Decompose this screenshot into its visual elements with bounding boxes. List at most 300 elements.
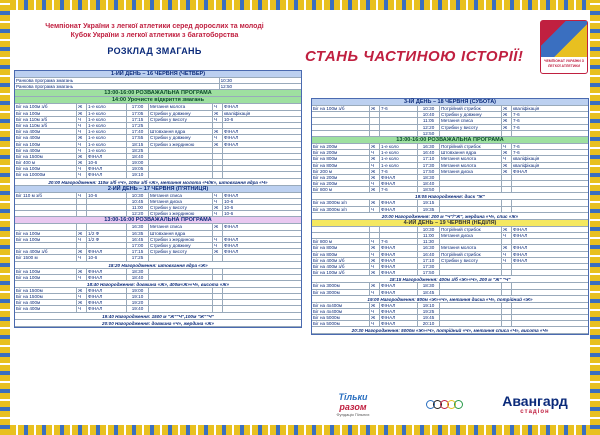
- schedule-cell: [87, 199, 127, 204]
- schedule-cell: Метання молота: [440, 245, 502, 250]
- schedule-cell: [312, 227, 370, 232]
- schedule-cell: Ч: [213, 104, 223, 109]
- schedule-cell: Потрійний стрибок: [440, 106, 502, 111]
- schedule-cell: ФІНАЛ: [87, 288, 127, 293]
- schedule-cell: Біг на 400м з/б: [312, 258, 370, 263]
- schedule-cell: Біг на 5000м: [312, 315, 370, 320]
- schedule-cell: Ж: [502, 163, 512, 168]
- schedule-cell: 19:20: [127, 300, 149, 305]
- schedule-cell: ФІНАЛ: [513, 251, 528, 257]
- award-note: 20:00 Нагородження: 200 м "Ч"/"Ж", жердина «Ч», спис «Ж»: [312, 213, 588, 220]
- schedule-cell: [440, 309, 502, 314]
- schedule-cell: Метання молота: [440, 163, 502, 168]
- schedule-cell: Біг на 100м: [15, 166, 77, 171]
- day-band: 14:00 Урочисте відкриття змагань: [15, 97, 301, 104]
- schedule-cell: Біг на 200м: [312, 144, 370, 149]
- schedule-cell: Ж: [370, 258, 380, 263]
- logo-text: ЧЕМПІОНАТ УКРАЇНИ З ЛЕГКОЇ АТЛЕТИКИ: [544, 59, 584, 68]
- schedule-cell: Ж: [502, 150, 512, 155]
- schedule-cell: Ж: [77, 160, 87, 165]
- schedule-cell: [223, 288, 275, 293]
- decorative-border-right: [590, 0, 600, 435]
- schedule-cell: Ж: [77, 154, 87, 159]
- schedule-cell: [213, 294, 223, 299]
- schedule-cell: 19:25: [418, 309, 440, 314]
- schedule-cell: 11:00: [418, 233, 440, 238]
- schedule-cell: Біг на 800м: [312, 245, 370, 250]
- schedule-cell: 16:30: [127, 224, 149, 229]
- schedule-cell: 10-6: [224, 205, 234, 210]
- schedule-cell: 7-6: [380, 239, 418, 244]
- schedule-cell: 16:40: [418, 150, 440, 155]
- schedule-cell: Ж: [502, 112, 512, 117]
- schedule-cell: Ч: [370, 207, 380, 212]
- schedule-cell: [223, 160, 275, 165]
- schedule-cell: Біг 1500 м: [15, 255, 77, 260]
- schedule-cell: Ж: [213, 142, 223, 147]
- schedule-cell: Ж: [370, 270, 380, 275]
- schedule-cell: ФІНАЛ: [380, 309, 418, 314]
- schedule-cell: [512, 290, 564, 295]
- schedule-cell: [440, 181, 502, 186]
- schedule-cell: ФІНАЛ: [224, 141, 239, 147]
- schedule-cell: Стрибки у висоту: [149, 117, 213, 122]
- schedule-cell: 1-е коло: [380, 144, 418, 149]
- header-titles: [12, 22, 297, 56]
- schedule-cell: ФІНАЛ: [87, 154, 127, 159]
- schedule-cell: Ч: [77, 193, 87, 198]
- schedule-cell: 17:30: [418, 163, 440, 168]
- schedule-cell: Біг на 800м: [312, 156, 370, 161]
- schedule-cell: 10:40: [418, 112, 440, 117]
- schedule-cell: [149, 154, 213, 159]
- schedule-cell: [370, 227, 380, 232]
- schedule-cell: 17:50: [418, 270, 440, 275]
- schedule-cell: 1-е коло: [87, 111, 127, 116]
- schedule-cell: 19:00: [127, 160, 149, 165]
- schedule-cell: Ж: [370, 187, 380, 192]
- schedule-cell: 16:30: [418, 144, 440, 149]
- schedule-cell: Ч: [77, 166, 87, 171]
- schedule-cell: ФІНАЛ: [380, 270, 418, 275]
- schedule-cell: 20:10: [418, 321, 440, 326]
- schedule-cell: [149, 166, 213, 171]
- schedule-cell: 1-е коло: [87, 142, 127, 147]
- championship-logo: [540, 20, 588, 74]
- schedule-cell: [149, 275, 213, 280]
- day-band: 13:00-16:00 РОЗВАЖАЛЬНА ПРОГРАМА: [312, 137, 588, 144]
- schedule-cell: [380, 227, 418, 232]
- schedule-cell: [15, 211, 77, 216]
- schedule-cell: ФІНАЛ: [380, 321, 418, 326]
- schedule-cell: [512, 321, 564, 326]
- schedule-cell: [370, 112, 380, 117]
- schedule-cell: кваліфікація: [224, 110, 251, 116]
- schedule-cell: Ч: [77, 142, 87, 147]
- schedule-cell: 19:40: [127, 306, 149, 311]
- schedule-cell: 10-6: [224, 198, 234, 204]
- schedule-cell: [440, 175, 502, 180]
- schedule-cell: Ж: [502, 227, 512, 232]
- schedule-cell: 18:40: [418, 181, 440, 186]
- day-band: 4-ИЙ ДЕНЬ – 19 ЧЕРВНЯ (НЕДІЛЯ): [312, 220, 588, 227]
- schedule-cell: Ч: [370, 181, 380, 186]
- schedule-left-table: [14, 70, 302, 328]
- schedule-cell: Біг на 200м: [312, 150, 370, 155]
- schedule-cell: [77, 211, 87, 216]
- schedule-cell: Метання молота: [440, 156, 502, 161]
- schedule-cell: Стрибки з жердиною: [149, 211, 213, 216]
- schedule-cell: Біг на 5000м: [312, 321, 370, 326]
- schedule-cell: Біг 800 м: [312, 239, 370, 244]
- schedule-cell: 10-6: [87, 160, 127, 165]
- schedule-cell: 7-6: [380, 187, 418, 192]
- schedule-cell: Ч: [213, 199, 223, 204]
- schedule-cell: [213, 288, 223, 293]
- schedule-cell: Ч: [77, 172, 87, 177]
- schedule-cell: [380, 233, 418, 238]
- decorative-border-left: [0, 0, 10, 435]
- schedule-cell: Стрибки у довжину: [440, 112, 502, 117]
- schedule-cell: [440, 200, 502, 205]
- schedule-cell: [213, 160, 223, 165]
- schedule-cell: 10:30: [127, 193, 149, 198]
- schedule-cell: 18:50: [418, 187, 440, 192]
- schedule-cell: Біг на 1500м: [15, 288, 77, 293]
- schedule-cell: Ч: [502, 233, 512, 238]
- schedule-cell: [502, 290, 512, 295]
- schedule-cell: 1/2 Ф: [87, 231, 127, 236]
- schedule-cell: [213, 255, 223, 260]
- schedule-cell: [440, 264, 502, 269]
- schedule-cell: [512, 239, 564, 244]
- schedule-cell: 17:15: [127, 117, 149, 122]
- schedule-cell: 12:50: [220, 84, 233, 90]
- schedule-cell: [223, 172, 275, 177]
- schedule-cell: ФІНАЛ: [224, 129, 239, 135]
- schedule-cell: [15, 199, 77, 204]
- day-band: 1-ИЙ ДЕНЬ – 16 ЧЕРВНЯ (ЧЕТВЕР): [15, 71, 301, 78]
- schedule-cell: 11:00: [127, 205, 149, 210]
- schedule-cell: ФІНАЛ: [87, 166, 127, 171]
- schedule-cell: Ж: [502, 169, 512, 174]
- schedule-cell: 17:00: [127, 243, 149, 248]
- schedule-cell: Ж: [77, 300, 87, 305]
- award-note: 18:15 Нагородження: 400м з/б «Ж»«Ч», 200 м "Ж" "Ч": [312, 276, 588, 283]
- sponsor-line: Фундація Пільних: [336, 411, 370, 417]
- schedule-cell: Метання диска: [440, 169, 502, 174]
- schedule-cell: 18:30: [418, 283, 440, 288]
- schedule-cell: [380, 131, 418, 136]
- schedule-cell: [149, 288, 213, 293]
- schedule-cell: [440, 239, 502, 244]
- schedule-cell: [512, 270, 564, 275]
- schedule-cell: 17:40: [127, 129, 149, 134]
- schedule-cell: Ж: [77, 269, 87, 274]
- schedule-cell: 7-6: [513, 143, 520, 149]
- schedule-cell: Ж: [370, 303, 380, 308]
- logo-graphic: [541, 21, 587, 57]
- schedule-cell: ФІНАЛ: [224, 192, 239, 198]
- schedule-cell: Стрибки у довжину: [149, 135, 213, 140]
- sponsor-tilky-razom: [318, 385, 388, 423]
- schedule-cell: 17:25: [127, 255, 149, 260]
- schedule-cell: Біг на 100м: [15, 231, 77, 236]
- schedule-cell: [15, 243, 77, 248]
- schedule-cell: [502, 187, 512, 192]
- schedule-cell: [15, 205, 77, 210]
- schedule-cell: Ж: [213, 249, 223, 254]
- schedule-cell: 16:30: [418, 245, 440, 250]
- schedule-cell: Біг на 1500м: [15, 154, 77, 159]
- schedule-cell: 7-6: [513, 112, 520, 118]
- schedule-cell: [440, 315, 502, 320]
- schedule-cell: ФІНАЛ: [224, 135, 239, 141]
- schedule-cell: Ж: [370, 169, 380, 174]
- schedule-cell: 18:45: [418, 290, 440, 295]
- schedule-cell: Стрибки у висоту: [440, 125, 502, 130]
- schedule-cell: Ж: [213, 111, 223, 116]
- schedule-cell: 10-6: [87, 255, 127, 260]
- schedule-cell: Біг на 200м: [312, 181, 370, 186]
- schedule-cell: Біг на 400м: [15, 135, 77, 140]
- decorative-border-top: [0, 0, 600, 10]
- schedule-cell: 10-6: [224, 211, 234, 217]
- schedule-cell: Ж: [370, 144, 380, 149]
- schedule-cell: Ж: [77, 288, 87, 293]
- schedule-cell: 18:30: [127, 269, 149, 274]
- schedule-cell: 18:15: [127, 142, 149, 147]
- schedule-cell: [440, 270, 502, 275]
- schedule-cell: [370, 233, 380, 238]
- schedule-cell: [380, 118, 418, 123]
- schedule-cell: [223, 166, 275, 171]
- schedule-cell: 17:15: [127, 249, 149, 254]
- schedule-cell: 17:50: [418, 169, 440, 174]
- schedule-cell: 1-е коло: [380, 156, 418, 161]
- schedule-cell: 1-е коло: [87, 129, 127, 134]
- schedule-cell: ФІНАЛ: [513, 257, 528, 263]
- schedule-cell: 1-е коло: [380, 150, 418, 155]
- schedule-cell: Біг на 100м: [15, 237, 77, 242]
- schedule-cell: ФІНАЛ: [380, 252, 418, 257]
- schedule-cell: 18:40: [127, 275, 149, 280]
- schedule-cell: Ч: [77, 275, 87, 280]
- olympic-rings-icon: [418, 385, 470, 423]
- schedule-cell: ФІНАЛ: [87, 249, 127, 254]
- schedule-cell: [370, 125, 380, 130]
- schedule-cell: 7-6: [380, 169, 418, 174]
- schedule-cell: ФІНАЛ: [87, 306, 127, 311]
- schedule-cell: Стрибки у висоту: [149, 249, 213, 254]
- decorative-border-bottom: [0, 425, 600, 435]
- schedule-cell: Біг 110 м з/б: [15, 193, 77, 198]
- schedule-cell: ФІНАЛ: [224, 249, 239, 255]
- schedule-cell: Біг на 3000м з/п: [312, 200, 370, 205]
- schedule-cell: [502, 131, 512, 136]
- schedule-cell: 7-6: [513, 150, 520, 156]
- schedule-cell: Ж: [502, 106, 512, 111]
- schedule-cell: [512, 187, 564, 192]
- schedule-cell: [312, 125, 370, 130]
- schedule-cell: [502, 309, 512, 314]
- schedule-cell: [512, 207, 564, 212]
- schedule-cell: Ранкова програма змагань: [15, 78, 220, 83]
- day-band: 13:00-16:00 РОЗВАЖАЛЬНА ПРОГРАМА: [15, 90, 301, 97]
- schedule-cell: Ж: [77, 135, 87, 140]
- schedule-cell: ФІНАЛ: [380, 283, 418, 288]
- schedule-cell: [223, 154, 275, 159]
- schedule-cell: Ч: [213, 193, 223, 198]
- schedule-cell: Біг на 1500м: [15, 294, 77, 299]
- schedule-cell: [223, 306, 275, 311]
- schedule-cell: ФІНАЛ: [380, 200, 418, 205]
- schedule-cell: Метання списа: [149, 224, 213, 229]
- schedule-cell: Стрибки у висоту: [440, 258, 502, 263]
- schedule-cell: Біг 800 м: [312, 187, 370, 192]
- schedule-cell: Штовхання ядра: [149, 231, 213, 236]
- schedule-cell: Ч: [370, 163, 380, 168]
- schedule-cell: [223, 269, 275, 274]
- schedule-cell: 16:40: [418, 252, 440, 257]
- schedule-cell: [502, 315, 512, 320]
- schedule-cell: Ч: [77, 148, 87, 153]
- schedule-cell: Метання списа: [149, 193, 213, 198]
- schedule-cell: Біг на 100м: [15, 142, 77, 147]
- schedule-cell: 17:10: [418, 156, 440, 161]
- schedule-cell: Біг на 400м з/б: [312, 264, 370, 269]
- schedule-cell: 1-е коло: [87, 148, 127, 153]
- schedule-cell: [213, 154, 223, 159]
- schedule-cell: [502, 207, 512, 212]
- schedule-cell: 17:05: [127, 111, 149, 116]
- schedule-cell: [512, 264, 564, 269]
- schedule-cell: ФІНАЛ: [380, 290, 418, 295]
- day-band: 13:00-16:00 РОЗВАЖАЛЬНА ПРОГРАМА: [15, 217, 301, 224]
- schedule-cell: 1-е коло: [87, 117, 127, 122]
- schedule-cell: Біг на 10000м: [15, 172, 77, 177]
- schedule-cell: 19:45: [418, 315, 440, 320]
- schedule-cell: 10-6: [224, 116, 234, 122]
- schedule-cell: Ж: [77, 111, 87, 116]
- schedule-cell: Ж: [370, 200, 380, 205]
- schedule-cell: Біг на 100м з/б: [15, 104, 77, 109]
- schedule-cell: Ч: [502, 252, 512, 257]
- schedule-cell: Штовхання ядра: [440, 150, 502, 155]
- schedule-cell: ФІНАЛ: [87, 294, 127, 299]
- schedule-cell: [502, 239, 512, 244]
- schedule-cell: Біг на 100м з/б: [312, 106, 370, 111]
- schedule-cell: 10-6: [87, 193, 127, 198]
- schedule-cell: Ч: [370, 150, 380, 155]
- schedule-cell: Потрійний стрибок: [440, 144, 502, 149]
- schedule-cell: Біг на 400м: [15, 148, 77, 153]
- schedule-cell: ФІНАЛ: [513, 245, 528, 251]
- award-note: 19:00 Нагородження: 800м «Ж»«Ч», метання диска «Ч», потрійний «Ж»: [312, 296, 588, 303]
- schedule-cell: Ж: [502, 118, 512, 123]
- schedule-cell: Біг на 100м: [15, 269, 77, 274]
- award-note: 19:40 Нагородження: 1500 м "Ж""Ч",100м "Ж""Ч": [15, 313, 301, 320]
- schedule-cell: 1/2 Ф: [87, 237, 127, 242]
- schedule-cell: 11:05: [418, 118, 440, 123]
- schedule-cell: [512, 283, 564, 288]
- schedule-cell: Метання диска: [149, 199, 213, 204]
- schedule-cell: [380, 125, 418, 130]
- day-band: 3-ІЙ ДЕНЬ – 18 ЧЕРВНЯ (СУБОТА): [312, 99, 588, 106]
- schedule-cell: [213, 166, 223, 171]
- schedule-cell: Стрибки у довжину: [149, 111, 213, 116]
- schedule-cell: Ж: [370, 315, 380, 320]
- schedule-cell: 19:05: [127, 166, 149, 171]
- schedule-cell: 19:10: [127, 294, 149, 299]
- schedule-cell: Біг на 400м з/б: [15, 249, 77, 254]
- schedule-cell: Ч: [502, 144, 512, 149]
- schedule-cell: [87, 211, 127, 216]
- schedule-cell: Біг на 3000м з/п: [312, 207, 370, 212]
- schedule-cell: [213, 172, 223, 177]
- schedule-cell: кваліфікація: [513, 106, 540, 111]
- schedule-cell: 11:30: [418, 239, 440, 244]
- schedule-cell: Метання диска: [440, 233, 502, 238]
- schedule-cell: 1-е коло: [87, 104, 127, 109]
- schedule-cell: [223, 300, 275, 305]
- schedule-cell: [502, 303, 512, 308]
- schedule-cell: Штовхання ядра: [149, 129, 213, 134]
- sponsor-avangard-stadium: [480, 385, 590, 423]
- schedule-cell: [223, 148, 275, 153]
- day-band: 2-ИЙ ДЕНЬ – 17 ЧЕРВНЯ (П'ЯТНИЦЯ): [15, 186, 301, 193]
- schedule-cell: [77, 199, 87, 204]
- award-note: 20:00 Нагородження: 110м з/б «Ч», 100м з/б «Ж», метання молота «Ч/Ж», штовхання ядра «Ч»: [15, 179, 301, 186]
- schedule-cell: ФІНАЛ: [380, 264, 418, 269]
- sponsor-line: Авангард: [502, 393, 568, 409]
- schedule-cell: Біг на 4х400м: [312, 303, 370, 308]
- schedule-cell: [440, 321, 502, 326]
- schedule-cell: Стрибки у висоту: [149, 205, 213, 210]
- schedule-cell: Ч: [370, 309, 380, 314]
- schedule-cell: [312, 131, 370, 136]
- schedule-cell: [512, 315, 564, 320]
- schedule-cell: [223, 255, 275, 260]
- schedule-cell: 1-е коло: [87, 135, 127, 140]
- schedule-cell: Ч: [77, 117, 87, 122]
- schedule-cell: [440, 131, 502, 136]
- schedule-cell: 12:20: [127, 211, 149, 216]
- schedule-cell: [149, 300, 213, 305]
- schedule-cell: [502, 200, 512, 205]
- schedule-cell: ФІНАЛ: [224, 236, 239, 242]
- schedule-cell: [380, 112, 418, 117]
- schedule-cell: ФІНАЛ: [380, 181, 418, 186]
- schedule-cell: Біг на 100м: [15, 111, 77, 116]
- schedule-cell: [213, 306, 223, 311]
- schedule-cell: [149, 255, 213, 260]
- schedule-cell: Стрибки у довжину: [149, 243, 213, 248]
- schedule-cell: 17:55: [127, 135, 149, 140]
- schedule-cell: 18:30: [418, 175, 440, 180]
- schedule-cell: Ч: [370, 239, 380, 244]
- schedule-cell: ФІНАЛ: [380, 175, 418, 180]
- schedule-cell: ФІНАЛ: [380, 207, 418, 212]
- schedule-cell: [87, 243, 127, 248]
- schedule-cell: Ч: [213, 237, 223, 242]
- schedule-cell: Потрійний стрибок: [440, 227, 502, 232]
- schedule-cell: [77, 243, 87, 248]
- schedule-cell: [440, 290, 502, 295]
- schedule-cell: ФІНАЛ: [513, 226, 528, 232]
- schedule-cell: [312, 112, 370, 117]
- schedule-cell: 19:15: [418, 200, 440, 205]
